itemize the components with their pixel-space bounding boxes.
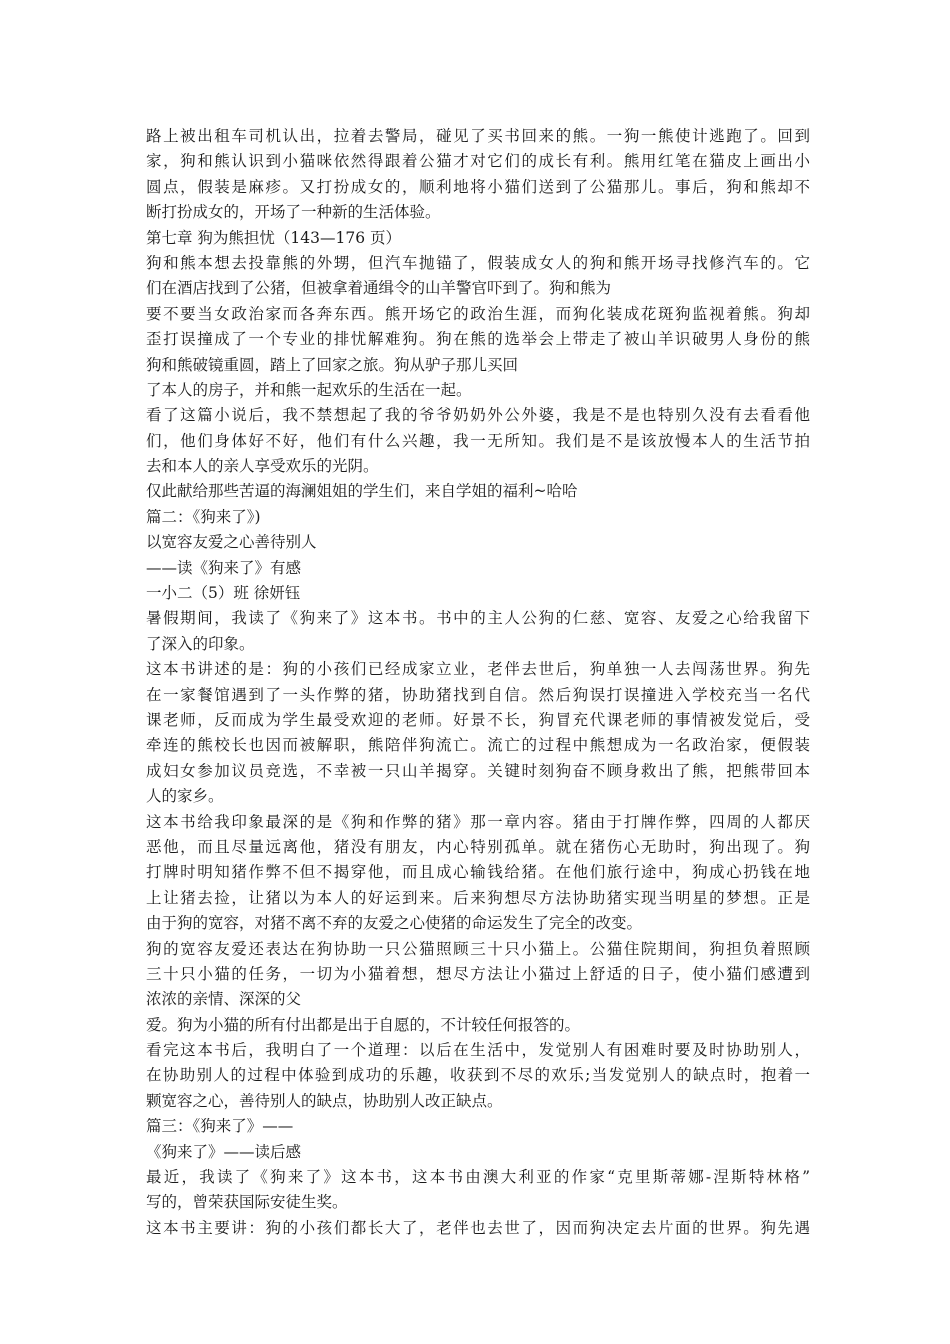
text-line: ——读《狗来了》有感 bbox=[146, 558, 302, 577]
text-line: 以宽容友爱之心善待别人 bbox=[146, 533, 317, 552]
text-line: 最近，我读了《狗来了》这本书，这本书由澳大利亚的作家“克里斯蒂娜-涅斯特林格” bbox=[146, 1168, 810, 1187]
text-line: 第七章 狗为熊担忧（143—176 页） bbox=[146, 228, 402, 247]
text-line: 了深入的印象。 bbox=[146, 634, 255, 653]
text-line: 仅此献给那些苦逼的海澜姐姐的学生们，来自学姐的福利~哈哈 bbox=[146, 482, 578, 501]
text-line: 要不要当女政治家而各奔东西。熊开场它的政治生涯，而狗化装成花斑狗监视着熊。狗却 bbox=[146, 304, 810, 323]
text-line: 这本书讲述的是：狗的小孩们已经成家立业，老伴去世后，狗单独一人去闯荡世界。狗先 bbox=[146, 660, 810, 679]
text-line: 看了这篇小说后，我不禁想起了我的爷爷奶奶外公外婆，我是不是也特别久没有去看看他 bbox=[146, 406, 810, 425]
text-line: 篇三：《狗来了》—— bbox=[146, 1117, 294, 1136]
text-line: 篇二：《狗来了》) bbox=[146, 507, 261, 526]
text-line: 《狗来了》——读后感 bbox=[146, 1142, 302, 1161]
text-line: 狗和熊本想去投靠熊的外甥，但汽车抛锚了，假装成女人的狗和熊开场寻找修汽车的。它 bbox=[146, 253, 810, 272]
text-line: 们在酒店找到了公猪，但被拿着通缉令的山羊警官吓到了。狗和熊为 bbox=[146, 279, 612, 298]
text-line: 在协助别人的过程中体验到成功的乐趣，收获到不尽的欢乐;当发觉别人的缺点时，抱着一 bbox=[146, 1066, 810, 1085]
text-line: 这本书给我印象最深的是《狗和作弊的猪》那一章内容。猪由于打牌作弊，四周的人都厌 bbox=[146, 812, 810, 831]
text-line: 路上被出租车司机认出，拉着去警局，碰见了买书回来的熊。一狗一熊使计逃跑了。回到 bbox=[146, 127, 810, 145]
text-line: 狗和熊破镜重圆，踏上了回家之旅。狗从驴子那儿买回 bbox=[146, 355, 519, 374]
text-line: 这本书主要讲：狗的小孩们都长大了，老伴也去世了，因而狗决定去片面的世界。狗先遇 bbox=[146, 1218, 810, 1237]
text-line: 爱。狗为小猫的所有付出都是出于自愿的，不计较任何报答的。 bbox=[146, 1015, 581, 1034]
text-line: 课老师，反而成为学生最受欢迎的老师。好景不长，狗冒充代课老师的事情被发觉后，受 bbox=[146, 710, 810, 729]
document-page bbox=[146, 124, 810, 1241]
text-line: 圆点，假装是麻疹。又打扮成女的，顺利地将小猫们送到了公猫那儿。事后，狗和熊却不 bbox=[146, 177, 810, 196]
text-line: 颗宽容之心，善待别人的缺点，协助别人改正缺点。 bbox=[146, 1091, 503, 1110]
text-line: 家，狗和熊认识到小猫咪依然得跟着公猫才对它们的成长有利。熊用红笔在猫皮上画出小 bbox=[146, 152, 810, 171]
text-line: 歪打误撞成了一个专业的排忧解难狗。狗在熊的选举会上带走了被山羊识破男人身份的熊 bbox=[146, 330, 810, 349]
text-line: 暑假期间，我读了《狗来了》这本书。书中的主人公狗的仁慈、宽容、友爱之心给我留下 bbox=[146, 609, 810, 628]
text-line: 成妇女参加议员竞选，不幸被一只山羊揭穿。关键时刻狗奋不顾身救出了熊，把熊带回本 bbox=[146, 761, 810, 780]
text-line: 恶他，而且尽量远离他，猪没有朋友，内心特别孤单。就在猪伤心无助时，狗出现了。狗 bbox=[146, 837, 810, 856]
text-line: 看完这本书后，我明白了一个道理：以后在生活中，发觉别人有困难时要及时协助别人， bbox=[146, 1041, 810, 1060]
text-line: 了本人的房子，并和熊一起欢乐的生活在一起。 bbox=[146, 380, 472, 399]
text-line: 写的，曾荣获国际安徒生奖。 bbox=[146, 1193, 348, 1212]
text-line: 断打扮成女的，开场了一种新的生活体验。 bbox=[146, 203, 441, 222]
text-line: 们，他们身体好不好，他们有什么兴趣，我一无所知。我们是不是该放慢本人的生活节拍 bbox=[146, 431, 810, 450]
text-line: 人的家乡。 bbox=[146, 787, 224, 806]
text-line: 三十只小猫的任务，一切为小猫着想，想尽方法让小猫过上舒适的日子，使小猫们感遭到 bbox=[146, 964, 810, 983]
text-line: 打牌时明知猪作弊不但不揭穿他，而且成心输钱给猪。在他们旅行途中，狗成心扔钱在地 bbox=[146, 863, 810, 882]
text-line: 一小二（5）班 徐妍钰 bbox=[146, 584, 301, 603]
text-line: 上让猪去捡，让猪以为本人的好运到来。后来狗想尽方法协助猪实现当明星的梦想。正是 bbox=[146, 888, 810, 907]
text-line: 去和本人的亲人享受欢乐的光阴。 bbox=[146, 457, 379, 476]
text-line: 由于狗的宽容，对猪不离不弃的友爱之心使猪的命运发生了完全的改变。 bbox=[146, 914, 643, 933]
text-line: 在一家餐馆遇到了一头作弊的猪，协助猪找到自信。然后狗误打误撞进入学校充当一名代 bbox=[146, 685, 810, 704]
text-line: 狗的宽容友爱还表达在狗协助一只公猫照顾三十只小猫上。公猫住院期间，狗担负着照顾 bbox=[146, 939, 810, 958]
text-line: 浓浓的亲情、深深的父 bbox=[146, 990, 302, 1009]
text-line: 牵连的熊校长也因而被解职，熊陪伴狗流亡。流亡的过程中熊想成为一名政治家，便假装 bbox=[146, 736, 810, 755]
